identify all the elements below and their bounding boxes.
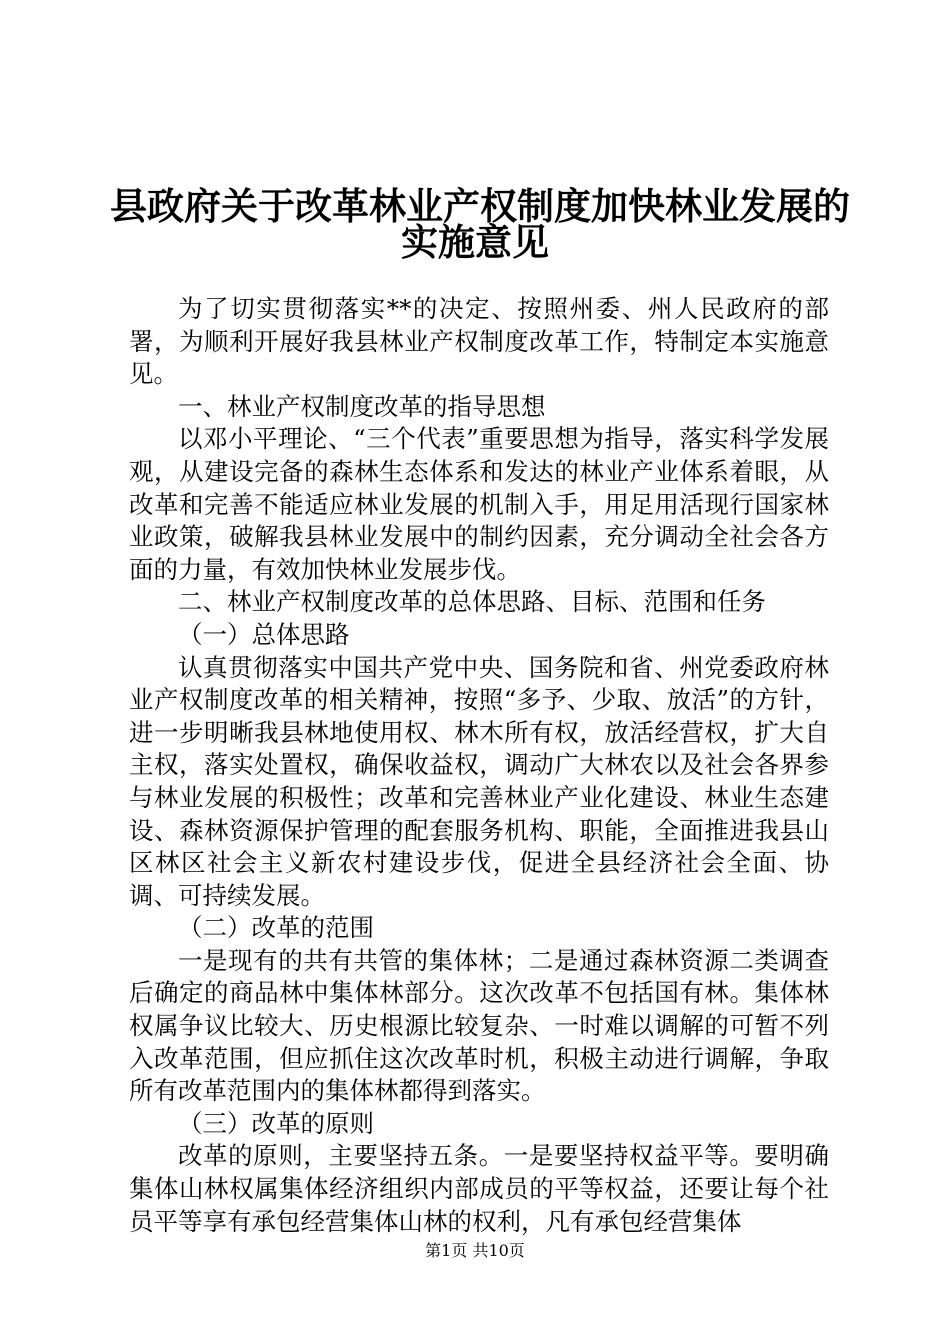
section-heading-2: 二、林业产权制度改革的总体思路、目标、范围和任务 [178,587,766,617]
subsection-heading-3: （三）改革的原则 [178,1108,374,1138]
document-title-line-2: 实施意见 [401,220,549,264]
subsection-heading-2: （二）改革的范围 [178,913,374,943]
document-title-line-1: 县政府关于改革林业产权制度加快林业发展的 [110,184,850,228]
section-heading-1: 一、林业产权制度改革的指导思想 [178,391,546,421]
subsection-heading-1: （一）总体思路 [178,619,350,649]
paragraph-guiding-thought: 以邓小平理论、“三个代表”重要思想为指导，落实科学发展观，从建设完备的森林生态体系和发达的林业产业体系着眼，从改革和完善不能适应林业发展的机制入手，用足用活现行国家林业政策，破解我县林业发展中的制约因素，充分调动全社会各方面的力量，有效加快林业发展步伐。 [129,424,829,584]
page-number-footer: 第1页 共10页 [425,1241,525,1260]
paragraph-principles: 改革的原则，主要坚持五条。一是要坚持权益平等。要明确集体山林权属集体经济组织内部成员的平等权益，还要让每个社员平等享有承包经营集体山林的权利，凡有承包经营集体 [129,1141,829,1236]
document-body [129,293,829,1238]
paragraph-intro: 为了切实贯彻落实**的决定、按照州委、州人民政府的部署，为顺利开展好我县林业产权制度改革工作，特制定本实施意见。 [129,294,829,389]
paragraph-scope: 一是现有的共有共管的集体林；二是通过森林资源二类调查后确定的商品林中集体林部分。这次改革不包括国有林。集体林权属争议比较大、历史根源比较复杂、一时难以调解的可暂不列入改革范围，但应抓住这次改革时机，积极主动进行调解，争取所有改革范围内的集体林都得到落实。 [129,945,829,1106]
paragraph-overall-approach: 认真贯彻落实中国共产党中央、国务院和省、州党委政府林业产权制度改革的相关精神，按照“多予、少取、放活”的方针，进一步明晰我县林地使用权、林木所有权，放活经营权，扩大自主权，落实处置权，确保收益权，调动广大林农以及社会各界参与林业发展的积极性；改革和完善林业产业化建设、林业生态建设、森林资源保护管理的配套服务机构、职能，全面推进我县山区林区社会主义新农村建设步伐，促进全县经济社会全面、协调、可持续发展。 [129,652,829,910]
